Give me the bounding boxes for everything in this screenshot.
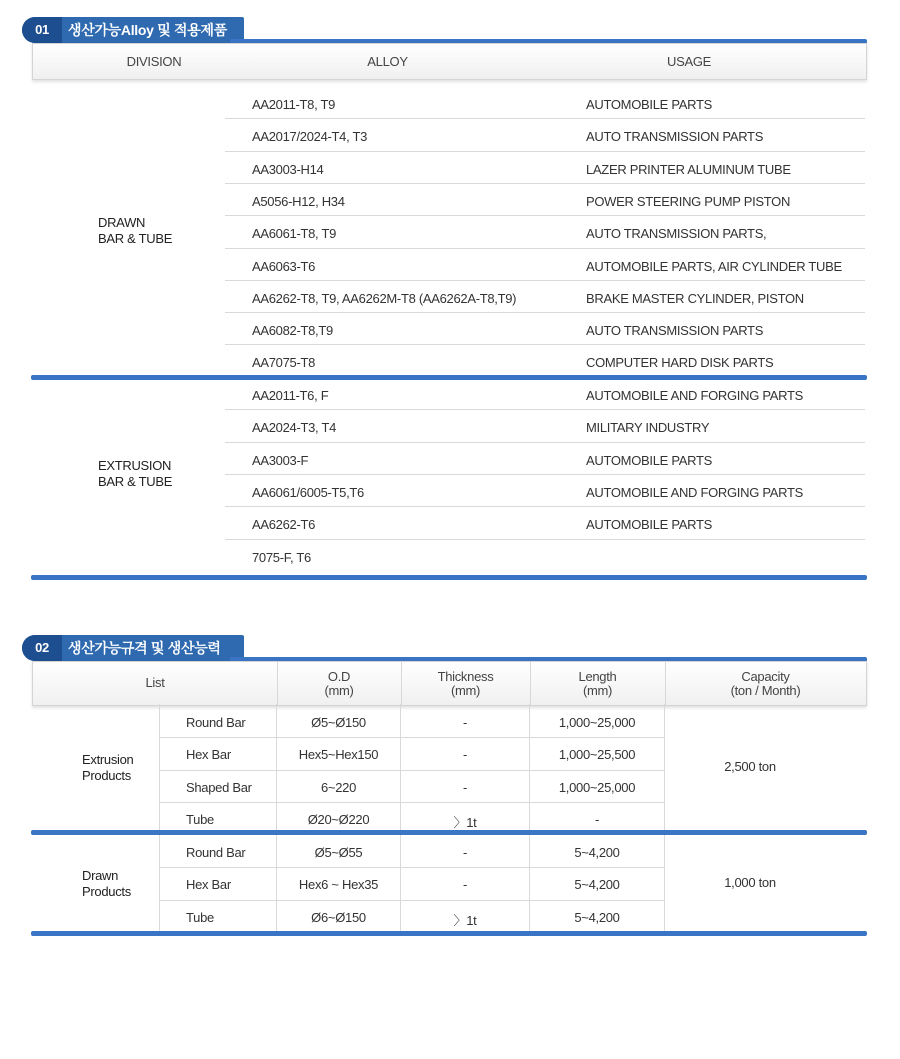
- alloy-cell: AA6061/6005-T5,T6: [252, 484, 364, 500]
- thickness-cell: 〉1t: [453, 814, 477, 830]
- header-length-label: Length: [578, 669, 617, 684]
- group-divider: [31, 931, 867, 936]
- usage-cell: MILITARY INDUSTRY: [586, 420, 710, 436]
- section1-table-header: [32, 43, 867, 80]
- column-divider: [664, 704, 665, 830]
- division-label-line1: EXTRUSION: [98, 457, 172, 473]
- usage-cell: AUTOMOBILE PARTS: [586, 452, 712, 468]
- row-divider: [225, 248, 865, 249]
- group-divider: [31, 575, 867, 580]
- alloy-cell: AA3003-H14: [252, 161, 324, 177]
- product-group-label: [82, 868, 131, 900]
- header-thickness: [401, 670, 530, 698]
- row-divider: [225, 506, 865, 507]
- division-label-line2: BAR & TUBE: [98, 231, 173, 247]
- usage-cell: AUTO TRANSMISSION PARTS: [586, 323, 764, 339]
- alloy-cell: AA6061-T8, T9: [252, 226, 337, 242]
- thickness-cell: -: [462, 877, 468, 893]
- usage-cell: AUTOMOBILE AND FORGING PARTS: [586, 388, 803, 403]
- length-cell: 1,000~25,000: [558, 715, 636, 730]
- product-type-cell: Round Bar: [186, 715, 246, 730]
- od-cell: Hex6 ~ Hex35: [298, 877, 379, 893]
- thickness-cell: -: [462, 715, 468, 730]
- row-divider: [225, 409, 865, 410]
- header-capacity: [665, 670, 866, 698]
- usage-cell: AUTOMOBILE AND FORGING PARTS: [586, 484, 803, 500]
- division-label: [98, 458, 172, 490]
- section2-label: [22, 635, 244, 661]
- product-group-label-line1: Drawn: [82, 867, 119, 883]
- header-thickness-label: Thickness: [437, 669, 494, 684]
- product-group-label-line2: Products: [82, 883, 131, 899]
- product-group-label-line2: Products: [82, 768, 131, 783]
- header-capacity-unit: (ton / Month): [730, 683, 801, 698]
- row-divider: [225, 183, 865, 184]
- alloy-cell: AA6262-T8, T9, AA6262M-T8 (AA6262A-T8,T9): [252, 290, 517, 306]
- row-divider: [225, 442, 865, 443]
- od-cell: 6~220: [320, 779, 356, 795]
- length-cell: -: [594, 811, 600, 827]
- capacity-cell: 2,500 ton: [724, 759, 776, 774]
- usage-cell: AUTO TRANSMISSION PARTS,: [586, 226, 767, 242]
- section1-number: 01: [22, 17, 62, 43]
- thickness-cell: 〉1t: [453, 912, 477, 928]
- column-divider: [664, 835, 665, 931]
- header-thickness-unit: (mm): [450, 683, 481, 698]
- product-type-cell: Shaped Bar: [186, 779, 252, 795]
- section1-label: [22, 17, 244, 43]
- row-divider: [225, 344, 865, 345]
- usage-cell: POWER STEERING PUMP PISTON: [586, 193, 791, 209]
- section1-title: 생산가능Alloy 및 적용제품: [68, 22, 227, 38]
- alloy-cell: AA3003-F: [252, 452, 309, 468]
- od-cell: Ø6~Ø150: [311, 909, 366, 925]
- alloy-cell: A5056-H12, H34: [252, 193, 345, 209]
- usage-cell: LAZER PRINTER ALUMINUM TUBE: [586, 161, 791, 177]
- header-usage: USAGE: [666, 54, 711, 69]
- alloy-cell: AA7075-T8: [252, 355, 316, 371]
- row-divider: [225, 474, 865, 475]
- header-capacity-label: Capacity: [741, 669, 790, 684]
- header-alloy: ALLOY: [367, 54, 408, 69]
- alloy-cell: AA6063-T6: [252, 258, 316, 274]
- header-od-unit: (mm): [324, 683, 354, 698]
- group-divider: [31, 375, 867, 380]
- row-divider: [225, 215, 865, 216]
- thickness-cell: -: [462, 845, 468, 860]
- division-label-line1: DRAWN: [98, 215, 146, 231]
- length-cell: 5~4,200: [574, 877, 620, 893]
- usage-cell: AUTOMOBILE PARTS: [586, 97, 712, 112]
- product-group-label: [82, 752, 134, 784]
- group-divider: [31, 830, 867, 835]
- product-type-cell: Round Bar: [186, 845, 246, 860]
- header-od-label: O.D: [327, 669, 351, 684]
- product-group-label-line1: Extrusion: [82, 752, 134, 767]
- od-cell: Hex5~Hex150: [298, 747, 379, 763]
- usage-cell: AUTO TRANSMISSION PARTS: [586, 129, 764, 145]
- division-label-line2: BAR & TUBE: [98, 473, 173, 489]
- alloy-cell: AA2011-T8, T9: [252, 97, 336, 112]
- product-type-cell: Tube: [186, 909, 214, 925]
- row-divider: [160, 737, 664, 738]
- header-length-unit: (mm): [582, 683, 613, 698]
- usage-cell: COMPUTER HARD DISK PARTS: [586, 355, 774, 371]
- row-divider: [160, 802, 664, 803]
- column-divider: [159, 704, 160, 830]
- thickness-cell: -: [462, 747, 468, 763]
- usage-cell: AUTOMOBILE PARTS, AIR CYLINDER TUBE: [586, 258, 842, 274]
- alloy-cell: AA6082-T8,T9: [252, 323, 333, 339]
- header-list: List: [145, 675, 165, 690]
- od-cell: Ø5~Ø150: [311, 715, 366, 730]
- usage-cell: AUTOMOBILE PARTS: [586, 517, 712, 533]
- length-cell: 1,000~25,000: [558, 779, 636, 795]
- alloy-cell: AA2024-T3, T4: [252, 420, 337, 436]
- header-length: [530, 670, 665, 698]
- column-divider: [159, 835, 160, 931]
- division-label: [98, 215, 172, 247]
- section2-number: 02: [22, 635, 62, 661]
- length-cell: 1,000~25,500: [558, 747, 636, 763]
- row-divider: [225, 151, 865, 152]
- section2-table-header: [32, 661, 867, 706]
- product-type-cell: Tube: [186, 811, 214, 827]
- row-divider: [225, 539, 865, 540]
- alloy-cell: AA6262-T6: [252, 517, 316, 533]
- row-divider: [160, 770, 664, 771]
- row-divider: [160, 867, 664, 868]
- section2-title: 생산가능규격 및 생산능력: [68, 640, 221, 656]
- length-cell: 5~4,200: [574, 909, 620, 925]
- product-type-cell: Hex Bar: [186, 747, 231, 763]
- od-cell: Ø5~Ø55: [314, 845, 363, 860]
- alloy-cell: AA2011-T6, F: [252, 388, 329, 403]
- alloy-cell: 7075-F, T6: [252, 549, 311, 565]
- product-type-cell: Hex Bar: [186, 877, 231, 893]
- header-od: [277, 670, 401, 698]
- row-divider: [225, 312, 865, 313]
- capacity-cell: 1,000 ton: [724, 874, 776, 890]
- header-division: DIVISION: [126, 54, 182, 69]
- row-divider: [225, 280, 865, 281]
- thickness-cell: -: [462, 779, 468, 795]
- alloy-cell: AA2017/2024-T4, T3: [252, 129, 368, 145]
- length-cell: 5~4,200: [574, 845, 620, 860]
- row-divider: [225, 118, 865, 119]
- row-divider: [160, 900, 664, 901]
- usage-cell: BRAKE MASTER CYLINDER, PISTON: [586, 290, 804, 306]
- od-cell: Ø20~Ø220: [307, 811, 370, 827]
